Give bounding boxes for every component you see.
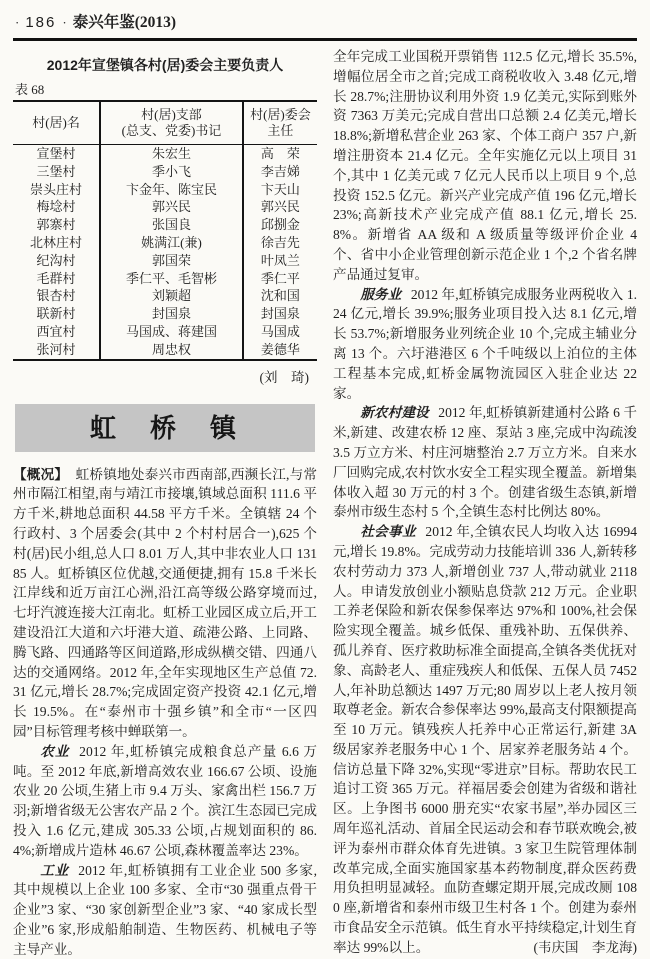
overview-lead: 【概况】 [13,467,68,482]
table-row [13,181,317,199]
services-lead: 服务业 [360,287,401,302]
table-body [13,145,317,360]
industry-text: 2012 年,虹桥镇拥有工业企业 500 多家,其中规模以上企业 100 多家、全市“30 强重点骨干企业”3 家、“30 家创新型企业”3 家、“40 家成长型企业”6 家,形成船舶制造、生物医药、机械电子等主导产业。 [13,863,317,957]
table-row [13,252,317,270]
table-row [13,305,317,323]
overview-text: 虹桥镇地处泰兴市西南部,西濒长江,与常州市隔江相望,南与靖江市接壤,镇域总面积 111.6 平方千米,耕地总面积 44.58 平方千米。全镇辖 24 个行政村、3 个居委会(其中 2 个村村居合一),625 个村(居)民小组,总人口 8.01 万人,其中非农业人口 13185 人。虹桥镇区位优越,交通便捷,拥有 15.8 千米长江岸线和近万亩江心洲,沿江高等级公路穿境而过,七圩汽渡连接大江南北。虹桥工业园区成立后,开工建设沿江大道和六圩港大道、疏港公路、上同路、腾飞路、四通路等区间道路,形成纵横交错、四通八达的交通网络。2012 年,全年实现地区生产总值 72.31 亿元,增长 28.7%;完成固定资产投资 42.1 亿元,增长 19.5%。在“泰州市十强乡镇”和全市“一区四园”目标管理考核中蝉联第一。 [13,467,317,739]
village-name-cell: 西宜村 [13,323,100,341]
new-countryside-text: 2012 年,虹桥镇新建通村公路 6 千米,新建、改建农桥 12 座、泵站 3 座,完成中沟疏浚 3.5 万立方米、村庄河塘整治 2.7 万立方米。自来水厂回购完成,农村饮水安全工程实现全覆盖。新增集体收入超 30 万元的村 3 个。创建省级生态镇,新增泰州市级生态村 5 个,全镇生态村比例达 80%。 [333,405,637,519]
secretary-cell: 刘颖超 [100,287,243,305]
village-name-cell: 北林庄村 [13,234,100,252]
agriculture-paragraph [13,742,317,861]
table-header [13,101,317,145]
new-countryside-lead: 新农村建设 [360,405,429,420]
agriculture-lead: 农业 [40,744,69,759]
col-header-secretary-line1: 村(居)支部 [141,107,202,122]
col-header-director: 村(居)委会主任 [243,101,317,145]
industry-paragraph [13,861,317,959]
header-dot-left: · [15,15,19,31]
table-row [13,341,317,360]
secretary-cell: 周忠权 [100,341,243,360]
book-title: 泰兴年鉴(2013) [73,10,176,32]
village-leaders-table [13,100,317,361]
director-cell: 姜德华 [243,341,317,360]
table-row [13,270,317,288]
table-row [13,234,317,252]
secretary-cell: 姚满江(兼) [100,234,243,252]
secretary-cell: 季小飞 [100,163,243,181]
secretary-cell: 马国成、蒋建国 [100,323,243,341]
page-number: 186 [25,14,56,31]
col-header-secretary-line2: (总支、党委)书记 [122,123,222,138]
running-head [13,8,637,41]
social-programs-paragraph [333,522,637,958]
overview-paragraph [13,465,317,742]
table-contributor-credit: (刘 琦) [13,361,317,386]
director-cell: 叶凤兰 [243,252,317,270]
table-row [13,145,317,163]
two-column-layout [13,47,637,959]
social-programs-text: 2012 年,全镇农民人均收入达 16994 元,增长 19.8%。完成劳动力技能培训 336 人,新转移农村劳动力 373 人,新增创业 737 人,带动就业 2118 人。申请发放创业小额贴息贷款 212 万元。企业职工养老保险和新农保参保率达 97%和 100%,社会保险实现全覆盖。城乡低保、重残补助、五保供养、孤儿养育、医疗救助标准全面提高,全镇各类优抚对象、高龄老人、重症残疾人和低保、五保人员 7452 人,年补助总额达 1497 万元;80 周岁以上老人按月领取尊老金。新农合参保率达 99%,最高支付限额提高至 10 万元。镇残疾人托养中心正常运行,新建 3A 级居家养老服务中心 1 个、居家养老服务站 4 个。信访总量下降 32%,实现“零进京”目标。帮助农民工追讨工资 365 万元。祥福居委会创建为省级和谐社区。上争图书 6000 册充实“农家书屋”,举办园区三周年巡礼活动、首届全民运动会和春节联欢晚会,被评为泰州市群众体育先进镇。3 家卫生院管理体制改革完成,全面实施国家基本药物制度,群众医药费用负担明显减轻。血防查螺定期开展,完成改厕 1080 座,新增省和泰州市级卫生村各 1 个。创建为泰州市食品安全示范镇。低生育水平持续稳定,计划生育率达 99%以上。 [333,524,637,955]
secretary-cell: 郭国荣 [100,252,243,270]
village-name-cell: 联新村 [13,305,100,323]
secretary-cell: 卞金年、陈宝民 [100,181,243,199]
secretary-cell: 季仁平、毛智彬 [100,270,243,288]
header-dot-right: · [62,15,66,31]
village-name-cell: 银杏村 [13,287,100,305]
industry-continued-paragraph [333,47,637,285]
social-programs-lead: 社会事业 [360,524,416,539]
section-banner-hongqiao-town: 虹 桥 镇 [15,404,315,452]
agriculture-text: 2012 年,虹桥镇完成粮食总产量 6.6 万吨。至 2012 年底,新增高效农业 166.67 公顷、设施农业 20 公顷,生猪上市 9.4 万头、家禽出栏 156.7 万羽;新增省级无公害农产品 2 个。滨江生态园已完成投入 1.6 亿元,建成 305.33 公顷,占规划面积的 86.4%;新增成片造林 46.67 公顷,森林覆盖率达 23%。 [13,744,317,858]
secretary-cell: 封国泉 [100,305,243,323]
director-cell: 邱捌金 [243,216,317,234]
left-column [13,47,317,959]
table-header-row [13,101,317,145]
table-label: 表 68 [15,79,317,98]
village-name-cell: 三堡村 [13,163,100,181]
col-header-village: 村(居)名 [13,101,100,145]
village-name-cell: 毛群村 [13,270,100,288]
table-row [13,323,317,341]
new-countryside-paragraph [333,403,637,522]
director-cell: 沈和国 [243,287,317,305]
col-header-secretary [100,101,243,145]
right-column [333,47,637,959]
services-paragraph [333,285,637,404]
director-cell: 马国成 [243,323,317,341]
industry-lead: 工业 [40,863,69,878]
director-cell: 高 荣 [243,145,317,163]
secretary-cell: 张国良 [100,216,243,234]
secretary-cell: 朱宏生 [100,145,243,163]
director-cell: 郭兴民 [243,198,317,216]
village-name-cell: 梅埝村 [13,198,100,216]
director-cell: 季仁平 [243,270,317,288]
village-name-cell: 郭寨村 [13,216,100,234]
table-row [13,198,317,216]
director-cell: 徐吉先 [243,234,317,252]
table-row [13,163,317,181]
services-text: 2012 年,虹桥镇完成服务业两税收入 1.24 亿元,增长 39.9%;服务业项目投入达 8.1 亿元,增长 53.7%;新增服务业列统企业 10 个,完成主辅业分离 13 个。六圩港港区 6 个千吨级以上泊位的主体工程基本完成,虹桥金属物流园区入驻企业达 22 家。 [333,287,637,401]
secretary-cell: 郭兴民 [100,198,243,216]
village-name-cell: 张河村 [13,341,100,360]
director-cell: 卞天山 [243,181,317,199]
table-title: 2012年宣堡镇各村(居)委会主要负责人 [13,55,317,75]
village-name-cell: 崇头庄村 [13,181,100,199]
table-row [13,287,317,305]
director-cell: 封国泉 [243,305,317,323]
article-contributors-credit: (韦庆国 李龙海) [506,938,637,958]
village-name-cell: 宣堡村 [13,145,100,163]
industry-continued-text: 全年完成工业国税开票销售 112.5 亿元,增长 35.5%,增幅位居全市之首;完成工商税收收入 3.48 亿元,增长 28.7%;注册协议利用外资 1.9 亿美元,实际到账外资 7363 万美元;完成自营出口总额 2.4 亿美元,增长 18.8%;新增私营企业 263 家、个体工商户 357 户,新增注册资本 21.4 亿元。全年实施亿元以上项目 31 个,其中 1 亿美元或 7 亿元人民币以上项目 9 个,总投资 152.5 亿元。新兴产业完成产值 196 亿元,增长 23%;高新技术产业完成产值 88.1 亿元,增长 25.8%。新增省 AA 级和 A 级质量等级评价企业 4 个、省中小企业管理创新示范企业 1 个,2 个省名牌产品通过复审。 [333,49,637,282]
table-row [13,216,317,234]
village-name-cell: 纪沟村 [13,252,100,270]
director-cell: 李吉娣 [243,163,317,181]
